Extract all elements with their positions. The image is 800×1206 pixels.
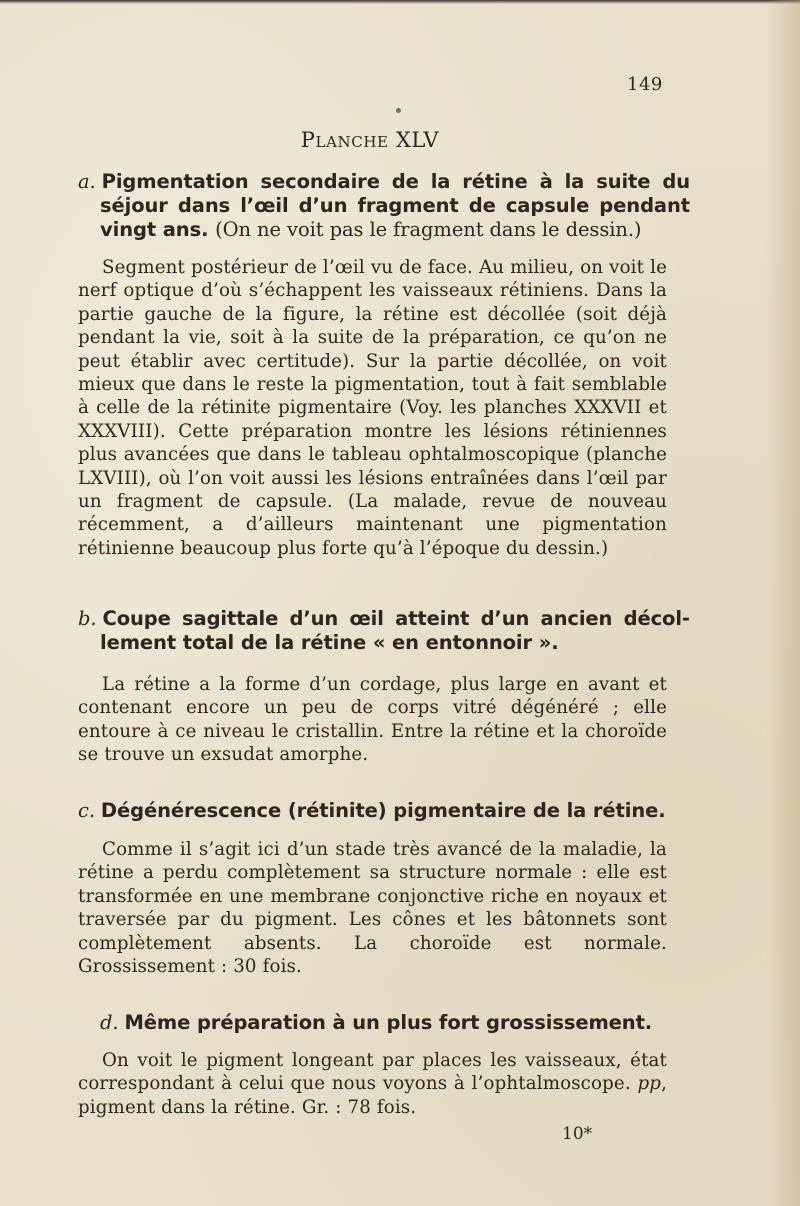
section-c-heading	[78, 799, 668, 823]
section-d-letter: d.	[100, 1011, 119, 1034]
ornament-dot	[396, 108, 401, 113]
section-a-title: Pigmentation secondaire de la rétine à la suite du séjour dans l’œil d’un fragment de capsule pendant vingt ans.	[100, 170, 690, 241]
section-d-body-text: On voit le pigment longeant par places les vaisseaux, état correspondant à celui que nous voyons à l’ophtalmoscope.	[78, 1050, 667, 1095]
section-c-body: Comme il s’agit ici d’un stade très avancé de la maladie, la rétine a perdu complètement sa structure normale : elle est transformée en une membrane conjonctive riche en noyaux et traversée par du pigment. Les cônes et les bâtonnets sont complètement absents. La choroïde est normale. Grossissement : 30 fois.	[78, 839, 667, 978]
section-b-title: Coupe sagittale d’un œil atteint d’un ancien décollement total de la rétine « en entonnoir ».	[100, 607, 690, 654]
section-a-note: (On ne voit pas le fragment dans le dessin.)	[215, 218, 642, 241]
page-number: 149	[627, 74, 663, 95]
section-d-heading	[100, 1011, 690, 1035]
section-a-letter: a.	[78, 170, 96, 193]
section-c-letter: c.	[78, 799, 95, 822]
page-top-shadow	[0, 0, 800, 4]
signature-mark: 10*	[562, 1124, 593, 1144]
section-b-body: La rétine a la forme d’un cordage, plus large en avant et contenant encore un peu de corps vitré dégénéré ; elle entoure à ce niveau le cristallin. Entre la rétine et la choroïde se trouve un exsudat amorphe.	[78, 674, 667, 766]
section-d-italic-label: pp	[637, 1073, 662, 1095]
plate-title: Planche XLV	[300, 128, 440, 152]
section-d-title: Même préparation à un plus fort grossissement.	[124, 1011, 653, 1034]
section-b-letter: b.	[78, 607, 97, 630]
section-b-heading	[78, 607, 690, 655]
section-a-body: Segment postérieur de l’œil vu de face. Au milieu, on voit le nerf optique d’où s’échappent les vaisseaux rétiniens. Dans la partie gauche de la figure, la rétine est décollée (soit déjà pendant la vie, soit à la suite de la préparation, ce qu’on ne peut établir avec certitude). Sur la partie décollée, on voit mieux que dans le reste la pigmentation, tout à fait semblable à celle de la rétinite pigmentaire (Voy. les planches XXXVII et XXXVIII). Cette préparation montre les lésions rétiniennes plus avancées que dans le tableau ophtalmoscopique (planche LXVIII), où l’on voit aussi les lésions entraînées dans l’œil par un fragment de capsule. (La malade, revue de nouveau récemment, a d’ailleurs maintenant une pigmentation rétinienne beaucoup plus forte qu’à l’époque du dessin.)	[78, 257, 667, 559]
section-c-title: Dégénérescence (rétinite) pigmentaire de la rétine.	[100, 799, 666, 822]
section-d-body	[78, 1049, 667, 1119]
section-d-body-tail: , pigment dans la rétine. Gr. : 78 fois.	[78, 1073, 667, 1118]
section-a-heading	[78, 170, 690, 242]
page-edge-shading	[766, 0, 800, 1206]
